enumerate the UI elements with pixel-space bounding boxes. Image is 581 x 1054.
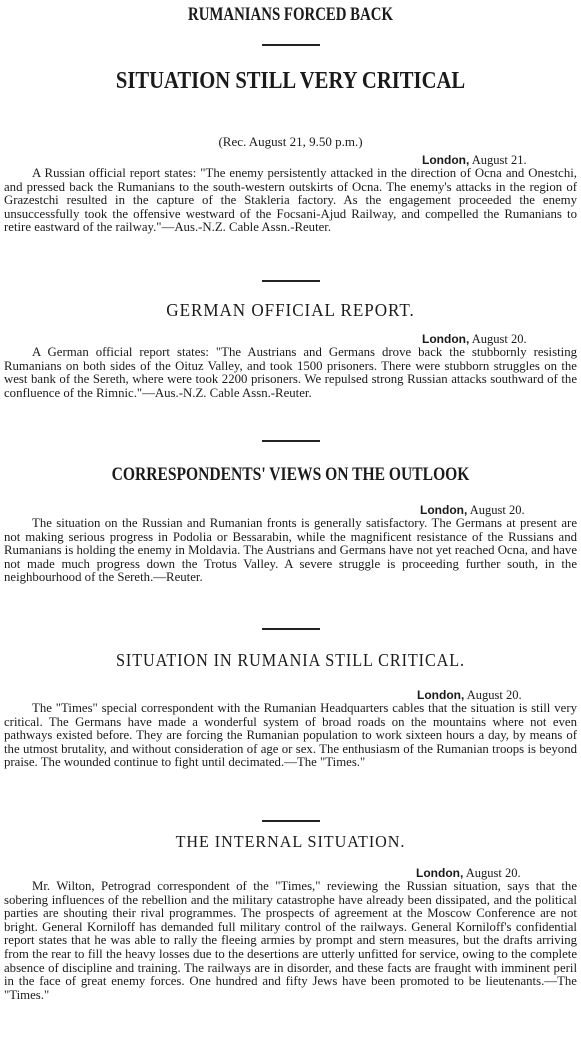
dateline-place: London,: [416, 866, 464, 880]
dateline: [422, 332, 527, 347]
dateline-place: London,: [420, 503, 468, 517]
main-headline: SITUATION STILL VERY CRITICAL: [115, 68, 466, 94]
dateline-date: August 20.: [465, 866, 521, 880]
dateline: [417, 688, 522, 703]
divider: [262, 820, 320, 822]
divider: [262, 440, 320, 442]
dateline-date: August 20.: [466, 688, 522, 702]
article-paragraph: The situation on the Russian and Rumanian fronts is generally satisfactory. The Germans at present are not making serious progress in Podolia or Bessarabin, while the magnificent resistance of the Russians and Rumanians is holding the enemy in Moldavia. The Austrians and Germans have not yet reached Ocna, and have not made much progress down the Trotus Valley. A severe struggle is proceeding further south, in the neighbourhood of the Sereth.—Reuter.: [4, 517, 577, 585]
section-heading: SITUATION IN RUMANIA STILL CRITICAL.: [115, 650, 466, 670]
divider: [262, 280, 320, 282]
dateline-date: August 20.: [471, 332, 527, 346]
section-heading: GERMAN OFFICIAL REPORT.: [166, 300, 415, 320]
dateline-date: August 21.: [471, 153, 527, 167]
article-paragraph: Mr. Wilton, Petrograd correspondent of the "Times," reviewing the Russian situation, says that the sobering influences of the rebellion and the military catastrophe have already been dissipated, and the political parties are shouting their rival programmes. The prospects of agreement at the Moscow Conference are not bright. General Korniloff has demanded full military control of the railways. General Korniloff's confidential report states that he was able to rally the fleeing armies by prompt and stern measures, but the drafts arriving from the rear to fill the heavy losses due to the desertions are utterly unfitted for service, owing to the complete absence of discipline and training. The railways are in disorder, and these facts are fraught with imminent peril in the face of great enemy forces. One hundred and fifty Jews have been promoted to be lieutenants.—The "Times.": [4, 880, 577, 1002]
article-paragraph: A German official report states: "The Austrians and Germans drove back the stubbornly resisting Rumanians on both sides of the Oituz Valley, and took 1500 prisoners. There were stubborn struggles on the west bank of the Sereth, where were took 2200 prisoners. We repulsed strong Russian attacks southward of the confluence of the Rimnic."—Aus.-N.Z. Cable Assn.-Reuter.: [4, 346, 577, 400]
dateline: [416, 866, 521, 881]
dateline-date: August 20.: [469, 503, 525, 517]
dateline-place: London,: [422, 153, 470, 167]
divider: [262, 44, 320, 46]
kicker-heading: RUMANIANS FORCED BACK: [187, 4, 394, 25]
section-heading: THE INTERNAL SITUATION.: [175, 832, 406, 851]
article-paragraph: A Russian official report states: "The enemy persistently attacked in the direction of Ocna and Onestchi, and pressed back the Rumanians to the south-western outskirts of Ocna. The enemy's attacks in the region of Grazestchi resulted in the capture of the Stakleria factory. As the engagement proceeded the enemy unsuccessfully took the offensive westward of the Focsani-Ajud Railway, and compelled the Rumanians to retire eastward of the railway."—Aus.-N.Z. Cable Assn.-Reuter.: [4, 167, 577, 235]
dateline: [422, 153, 527, 168]
divider: [262, 628, 320, 630]
received-note: (Rec. August 21, 9.50 p.m.): [218, 134, 363, 149]
dateline-place: London,: [422, 332, 470, 346]
dateline-place: London,: [417, 688, 465, 702]
article-paragraph: The "Times" special correspondent with the Rumanian Headquarters cables that the situation is still very critical. The Germans have made a wonderful system of broad roads on the mountains where not even pathways existed before. They are forcing the Rumanian population to work sixteen hours a day, by means of the utmost brutality, and without consideration of age or sex. The enthusiasm of the Rumanian troops is beyond praise. The wounded continue to fight until decimated.—The "Times.": [4, 702, 577, 770]
dateline: [420, 503, 525, 518]
section-heading: CORRESPONDENTS' VIEWS ON THE OUTLOOK: [111, 464, 470, 485]
